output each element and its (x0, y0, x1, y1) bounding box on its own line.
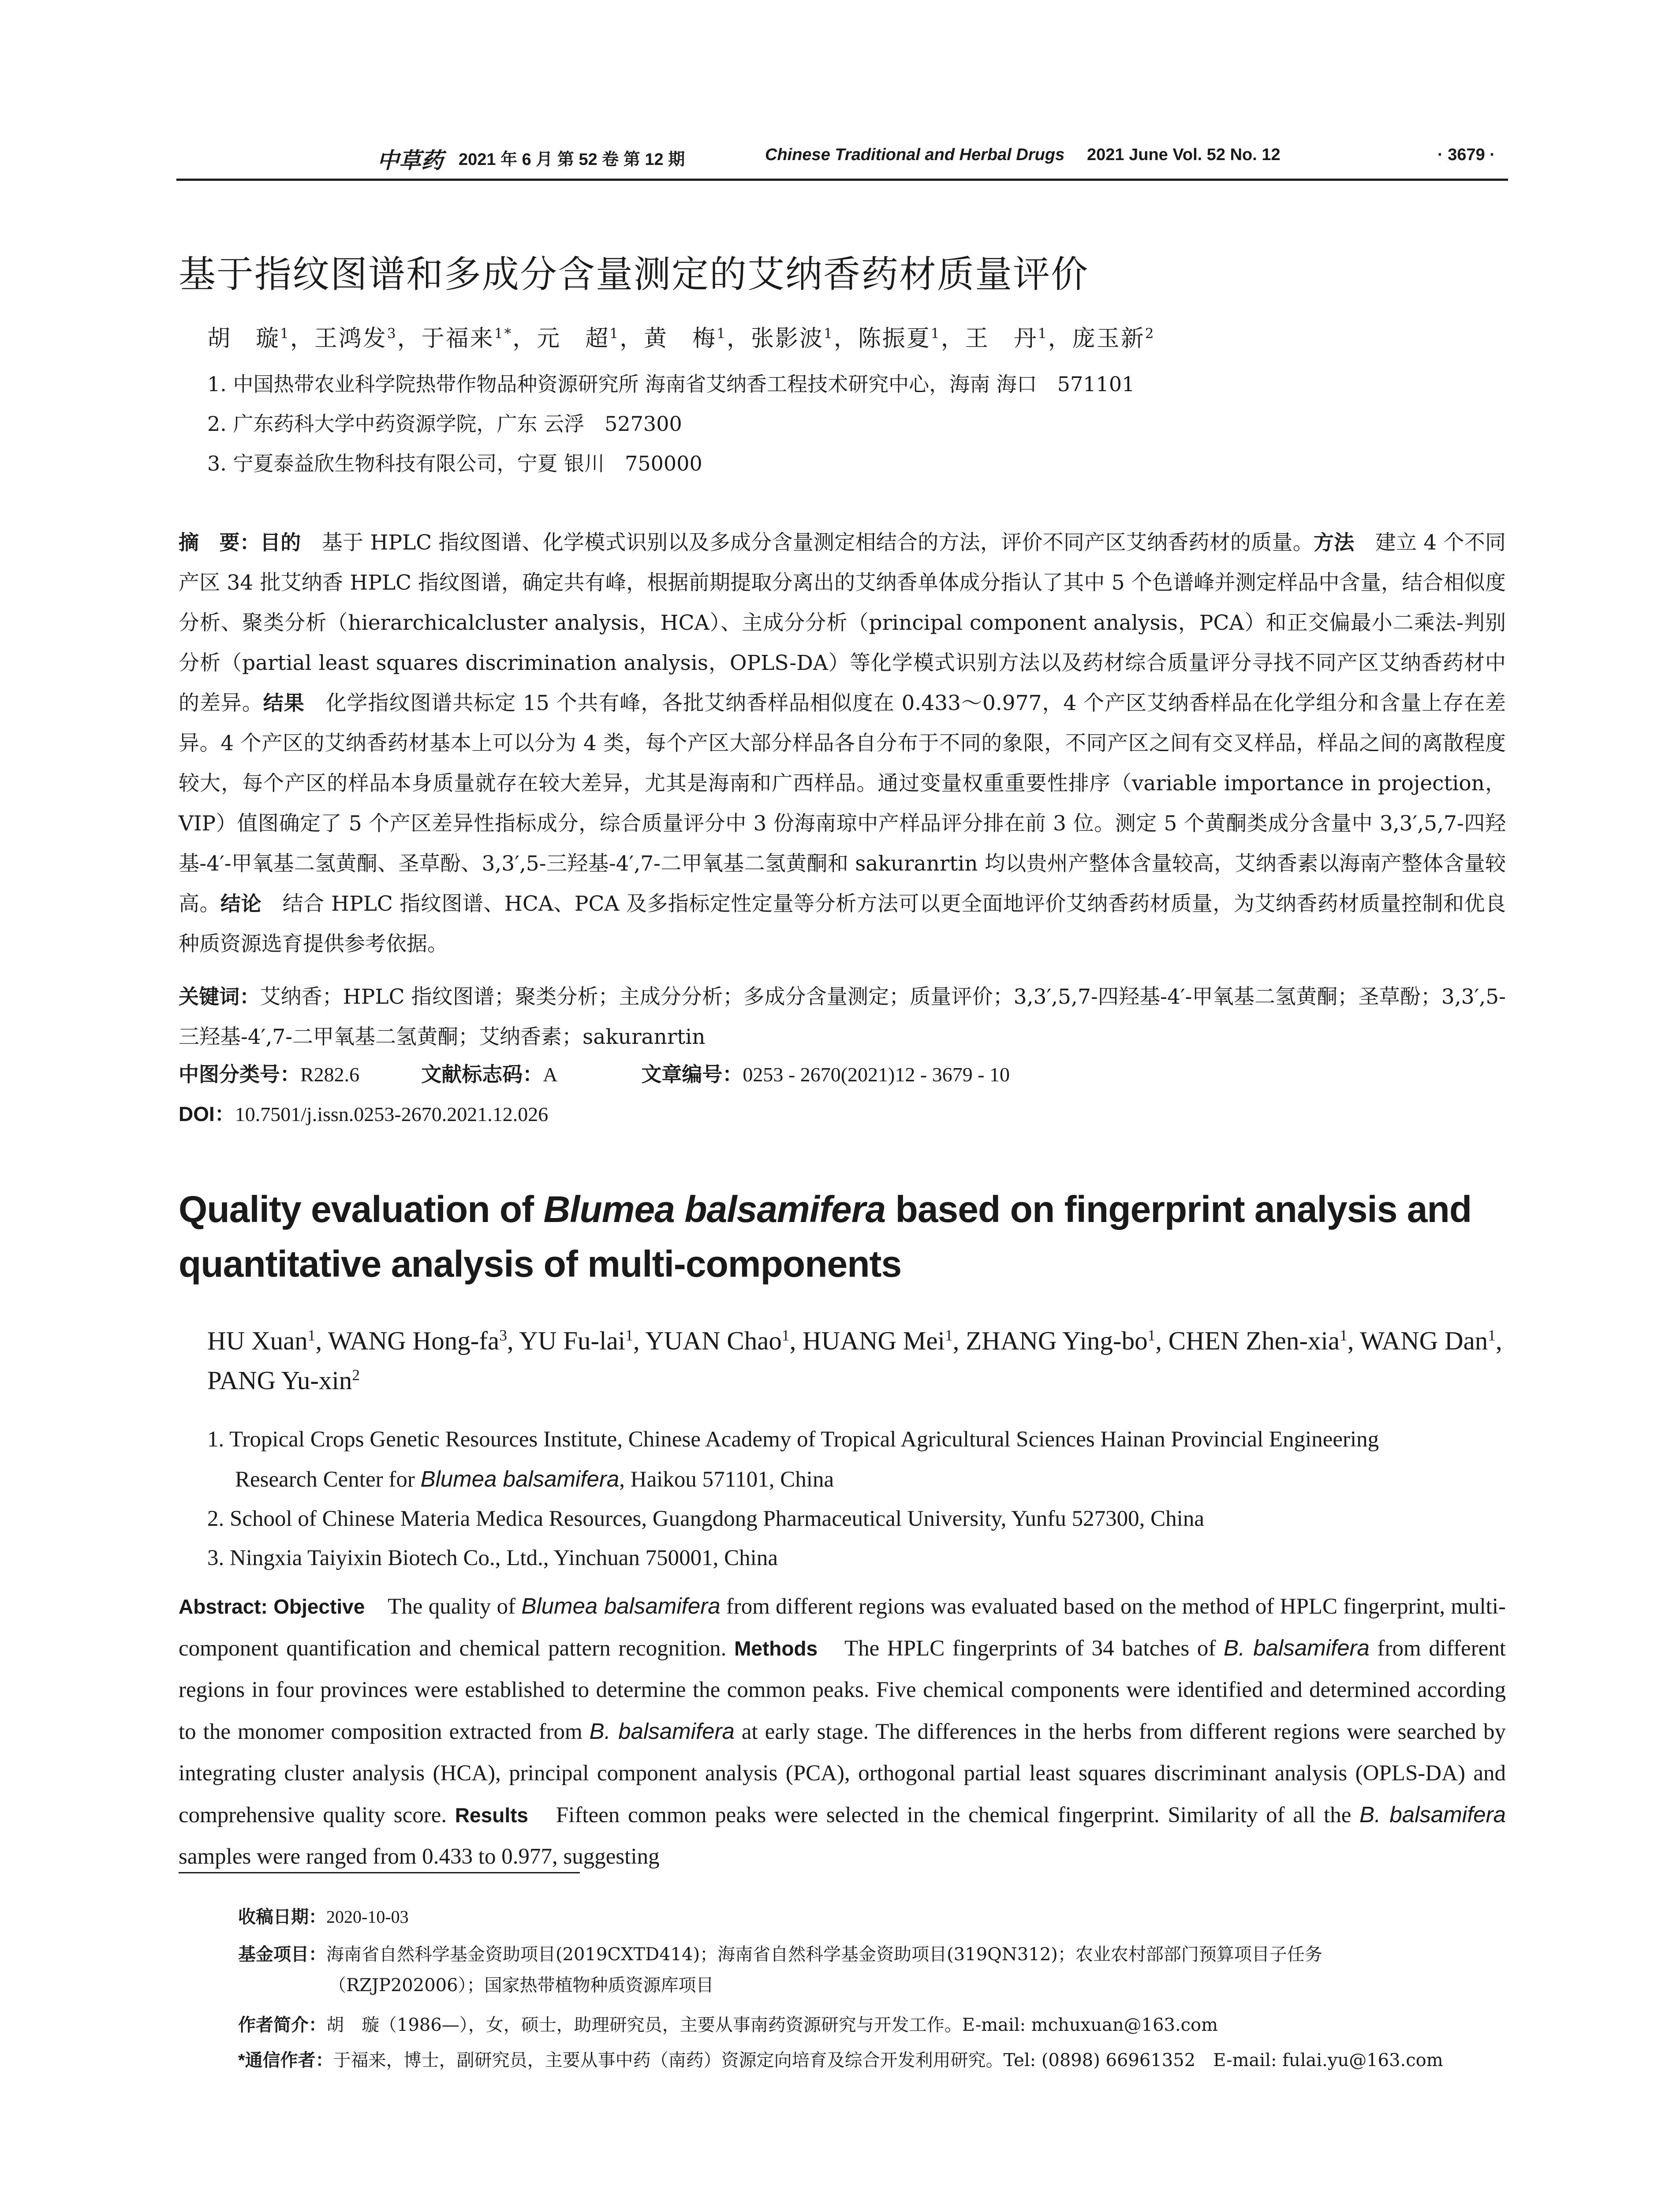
doi-label: DOI： (179, 1102, 235, 1125)
en-abstract (179, 1585, 1506, 1877)
en-affil1-species: Blumea balsamifera (420, 1466, 620, 1491)
zh-results-label: 结果 (263, 691, 305, 714)
received-date: 2020-10-03 (326, 1907, 409, 1927)
en-objective-text-a: The quality of (365, 1594, 522, 1619)
author-affiliation-mark: 1 (1340, 1326, 1348, 1344)
en-affiliation-3: 3. Ningxia Taiyixin Biotech Co., Ltd., Yinchuan 750001, China (207, 1546, 778, 1570)
author-affiliation-mark: 3 (387, 325, 397, 342)
author-name: 王鸿发 (314, 325, 387, 352)
author-affiliation-mark: 1 (307, 1326, 316, 1344)
zh-abstract (179, 523, 1506, 964)
correspondence-text: 于福来，博士，副研究员，主要从事中药（南药）资源定向培育及综合开发利用研究。Tel: (0898) 66961352 E-mail: fulai.yu@163.com (333, 2050, 1443, 2070)
author-bio-text: 胡 璇（1986—），女，硕士，助理研究员，主要从事南药资源研究与开发工作。E-mail: mchuxuan@163.com (326, 2015, 1218, 2035)
author-affiliation-mark: 1 (717, 325, 727, 342)
en-methods-text-b: from different regions in four provinces were established to determine the common peaks. Five chemical components were identified and determined according to the monomer composition extracted from (179, 1636, 1506, 1744)
en-methods-label: Methods (734, 1637, 818, 1660)
en-title (179, 1182, 1506, 1291)
footnote-fund (238, 1940, 1322, 1966)
author-affiliation-mark: 1 (609, 325, 620, 342)
author-affiliation-mark: 1 (930, 325, 941, 342)
footnote-fund-cont: （RZJP202006）；国家热带植物种质资源库项目 (329, 1975, 714, 1996)
page-number: · 3679 · (1437, 146, 1495, 164)
en-results-species: B. balsamifera (1359, 1802, 1506, 1827)
en-affiliation-1 (207, 1420, 1508, 1499)
en-methods-species-a: B. balsamifera (1224, 1635, 1370, 1660)
footnote-author (238, 2011, 1218, 2036)
journal-name-cn: 中草药 (377, 147, 443, 173)
en-affil1-pre: Research Center for (235, 1467, 421, 1492)
doc-code-value: A (543, 1063, 558, 1086)
footnote-rule (179, 1872, 580, 1873)
header-rule (176, 179, 1508, 181)
author-bio-label: 作者简介： (238, 2015, 326, 2035)
doc-code-label: 文献标志码： (421, 1063, 543, 1086)
author-name: 庞玉新 (1072, 325, 1145, 352)
en-methods-text-c: at early stage. The differences in the herbs from different regions were searched by integrating cluster analysis (HCA), principal component analysis (PCA), orthogonal partial least squares discriminant analysis (OPLS-DA) and comprehensive quality score. (179, 1719, 1506, 1828)
zh-affiliation-2: 2. 广东药科大学中药资源学院，广东 云浮 527300 (207, 412, 682, 436)
en-affil1-post: , Haikou 571101, China (619, 1467, 834, 1492)
zh-authors: 胡 璇$^1$，王鸿发$^3$，于福来$^{1*}$，元 超$^1$，黄 梅$^1$，张影波$^1$，陈振夏$^1$，王 丹$^1$，庞玉新$^2$ (207, 325, 1155, 352)
doi-line (179, 1098, 548, 1127)
author-name: PANG Yu-xin (207, 1366, 352, 1395)
fund-text-1: 海南省自然科学基金资助项目(2019CXTD414)；海南省自然科学基金资助项目(319QN312)；农业农村部部门预算项目子任务 (326, 1944, 1322, 1965)
author-name: 黄 梅 (644, 325, 717, 352)
author-affiliation-mark: 2 (352, 1366, 360, 1384)
zh-classification-line (179, 1058, 1010, 1088)
author-name: ZHANG Ying-bo (966, 1326, 1148, 1355)
author-name: 张影波 (750, 325, 824, 352)
author-name: 王 丹 (965, 325, 1038, 352)
zh-methods-text: 建立 4 个不同产区 34 批艾纳香 HPLC 指纹图谱，确定共有峰，根据前期提取分离出的艾纳香单体成分指认了其中 5 个色谱峰并测定样品中含量，结合相似度分析、聚类分析（hierarchicalcluster analysis，HCA）、主成分分析（principal component analysis，PCA）和正交偏最小二乘法-判别分析（partial least squares discrimination analysis，OPLS-DA）等化学模式识别方法以及药材综合质量评分寻找不同产区艾纳香药材中的差异。 (179, 531, 1506, 715)
author-affiliation-mark: 3 (499, 1326, 507, 1344)
author-affiliation-mark: 1 (823, 325, 834, 342)
author-affiliation-mark: 1 (1488, 1326, 1496, 1344)
zh-objective-label: 目的 (260, 531, 301, 554)
article-no-value: 0253 - 2670(2021)12 - 3679 - 10 (743, 1063, 1010, 1086)
footnote-correspondence (238, 2046, 1443, 2071)
doi-value: 10.7501/j.issn.0253-2670.2021.12.026 (235, 1103, 549, 1125)
author-affiliation-mark: 1 (945, 1326, 953, 1344)
en-abstract-label: Abstract: Objective (179, 1595, 365, 1618)
author-name: 元 超 (537, 325, 610, 352)
zh-abstract-label: 摘 要： (179, 531, 261, 554)
author-name: YU Fu-lai (519, 1326, 626, 1355)
zh-affiliation-3: 3. 宁夏泰益欣生物科技有限公司，宁夏 银川 750000 (207, 452, 702, 475)
en-objective-text-b: from different regions was evaluated based on the method of HPLC fingerprint, multi-component quantification and chemical pattern recognition. (179, 1594, 1506, 1661)
running-header (176, 146, 1508, 176)
author-affiliation-mark: 1 (1147, 1326, 1156, 1344)
en-title-post: based on fingerprint analysis and quantitative analysis of multi-components (179, 1188, 1472, 1285)
author-name: HU Xuan (207, 1326, 308, 1355)
fund-label: 基金项目： (238, 1945, 326, 1964)
footnote-received (238, 1903, 409, 1928)
zh-objective-text: 基于 HPLC 指纹图谱、化学模式识别以及多成分含量测定相结合的方法，评价不同产区艾纳香药材的质量。 (301, 531, 1314, 555)
en-title-species: Blumea balsamifera (543, 1188, 886, 1230)
author-affiliation-mark: 1 (625, 1326, 633, 1344)
issue-cn: 2021 年 6 月 第 52 卷 第 12 期 (459, 150, 685, 169)
zh-results-text: 化学指纹图谱共标定 15 个共有峰，各批艾纳香样品相似度在 0.433～0.977，4 个产区艾纳香样品在化学组分和含量上存在差异。4 个产区的艾纳香药材基本上可以分为 4 类，每个产区大部分样品各自分布于不同的象限，不同产区之间有交叉样品，样品之间的离散程度较大，每个产区的样品本身质量就存在较大差异，尤其是海南和广西样品。通过变量权重重要性排序（variable importance in projection，VIP）值图确定了 5 个产区差异性指标成分，综合质量评分中 3 份海南琼中产样品评分排在前 3 位。测定 5 个黄酮类成分含量中 3,3′,5,7-四羟基-4′-甲氧基二氢黄酮、圣草酚、3,3′,5-三羟基-4′,7-二甲氧基二氢黄酮和 sakuranrtin 均以贵州产整体含量较高，艾纳香素以海南产整体含量较高。 (179, 691, 1506, 916)
author-affiliation-mark: 1 (781, 1326, 790, 1344)
en-methods-text-a: The HPLC fingerprints of 34 batches of (818, 1636, 1224, 1661)
en-objective-species: Blumea balsamifera (521, 1593, 721, 1618)
author-affiliation-mark: 2 (1145, 325, 1155, 342)
author-name: WANG Dan (1360, 1326, 1488, 1355)
en-results-label: Results (455, 1804, 528, 1827)
zh-methods-label: 方法 (1313, 531, 1355, 554)
zh-title: 基于指纹图谱和多成分含量测定的艾纳香药材质量评价 (179, 253, 1089, 296)
en-affiliation-1-line-b (207, 1459, 1508, 1499)
clc-value: R282.6 (300, 1063, 360, 1086)
author-affiliation-mark: 1* (494, 325, 513, 342)
zh-conclusion-text: 结合 HPLC 指纹图谱、HCA、PCA 及多指标定性定量等分析方法可以更全面地评价艾纳香药材质量，为艾纳香药材质量控制和优良种质资源选育提供参考依据。 (179, 892, 1506, 956)
author-affiliation-mark: 1 (1038, 325, 1048, 342)
author-name: 于福来 (421, 325, 494, 352)
zh-conclusion-label: 结论 (220, 892, 262, 915)
author-name: 胡 璇 (207, 325, 280, 352)
received-label: 收稿日期： (238, 1907, 326, 1927)
correspondence-label: *通信作者： (238, 2051, 333, 2070)
en-affiliation-2: 2. School of Chinese Materia Medica Resources, Guangdong Pharmaceutical University, Yunfu 527300, China (207, 1506, 1204, 1531)
author-name: HUANG Mei (803, 1326, 945, 1355)
en-results-text-a: Fifteen common peaks were selected in the chemical fingerprint. Similarity of all the (528, 1803, 1360, 1828)
en-methods-species-b: B. balsamifera (589, 1719, 735, 1744)
zh-keywords-label: 关键词： (179, 985, 260, 1008)
author-name: WANG Hong-fa (328, 1326, 500, 1355)
article-no-label: 文章编号： (641, 1063, 743, 1086)
issue-en: 2021 June Vol. 52 No. 12 (1087, 146, 1281, 164)
author-name: CHEN Zhen-xia (1168, 1326, 1340, 1355)
journal-name-en: Chinese Traditional and Herbal Drugs (765, 146, 1065, 164)
en-affiliation-1-line-a: 1. Tropical Crops Genetic Resources Institute, Chinese Academy of Tropical Agricultural Sciences Hainan Provincial Engineering (207, 1427, 1379, 1452)
author-affiliation-mark: 1 (280, 325, 290, 342)
author-name: 陈振夏 (858, 325, 931, 352)
en-title-pre: Quality evaluation of (179, 1188, 544, 1230)
en-results-text-b: samples were ranged from 0.433 to 0.977, suggesting (179, 1844, 660, 1869)
zh-keywords (179, 977, 1506, 1057)
zh-keywords-text: 艾纳香；HPLC 指纹图谱；聚类分析；主成分分析；多成分含量测定；质量评价；3,3′,5,7-四羟基-4′-甲氧基二氢黄酮；圣草酚；3,3′,5-三羟基-4′,7-二甲氧基二氢黄酮；艾纳香素；sakuranrtin (179, 985, 1506, 1049)
author-name: YUAN Chao (645, 1326, 782, 1355)
zh-affiliation-1: 1. 中国热带农业科学院热带作物品种资源研究所 海南省艾纳香工程技术研究中心，海南 海口 571101 (207, 372, 1135, 396)
en-authors: HU Xuan$^1$, WANG Hong-$fa^3$, YU Fu-lai$^1$, YUAN Chao$^1$, HUANG Mei$^1$, ZHANG Ying-$bo^1$, CHEN Zhen-xia$^1$, WANG Dan$^1$, PANG Yu-xin$^2$ (207, 1326, 1502, 1395)
clc-label: 中图分类号： (179, 1063, 300, 1086)
